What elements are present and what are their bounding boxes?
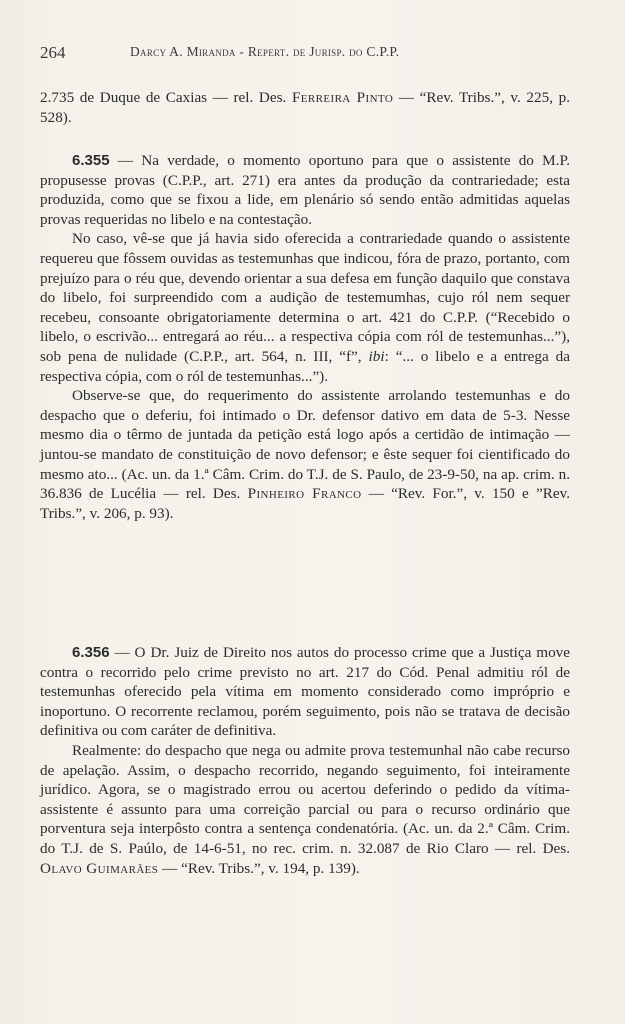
running-title: Darcy A. Miranda - Repert. de Jurisp. do C.P.P. <box>130 44 400 59</box>
entry-6356 <box>40 643 570 878</box>
judge-name: Pinheiro Franco <box>247 485 362 503</box>
entry-6356-paragraph-2: Realmente: do despacho que nega ou admite prova testemunhal não cabe recurso de apelação. Assim, o despacho recorrido, negando seguimento, foi inteiramente jurídico. Agora, se o magistrado errou ou acertou deferindo o pedido da vítima-assistente é assunto para uma correição parcial ou para o recurso ordinário que porventura seja interpôsto contra a sentença condenatória. (Ac. un. da 2.ª Câm. Crim. do T.J. de S. Paúlo, de 14-6-51, no rec. crim. n. 32.087 de Rio Claro — rel. Des. Olavo Guimarães — “Rev. Tribs.”, v. 194, p. 139). <box>40 741 570 877</box>
entry-6355-paragraph-3: Observe-se que, do requerimento do assistente arrolando testemunhas e do despacho que o deferiu, foi intimado o Dr. defensor dativo em data de 5-3. Nesse mesmo dia o têrmo de juntada da petição está logo após a certidão de intimação — juntou-se mandato de constituição de novo defensor; e êste sequer foi cientificado do mesmo ato... (Ac. un. da 1.ª Câm. Crim. do T.J. de S. Paulo, de 23-9-50, na ap. crim. n. 36.836 de Lucélia — rel. Des. Pinheiro Franco — “Rev. For.”, v. 150 e ”Rev. Tribs.”, v. 206, p. 93). <box>40 387 570 522</box>
continuation-paragraph: 2.735 de Duque de Caxias — rel. Des. Ferreira Pinto — “Rev. Tribs.”, v. 225, p. 528). <box>40 89 570 126</box>
page-number: 264 <box>40 43 66 62</box>
entry-6355-paragraph-1: 6.355 — Na verdade, o momento oportuno para que o assistente do M.P. propusesse provas (C.P.P., art. 271) era antes da produção da contrariedade; esta produzida, como que se fixou a lide, em plenário só sendo então admitidas aquelas provas requeridas no libelo e na contestação. <box>40 152 570 228</box>
judge-name: Ferreira Pinto <box>291 89 394 106</box>
entry-6355 <box>40 151 570 523</box>
entry-number: 6.356 <box>72 644 110 661</box>
entry-6356-paragraph-1: 6.356 — O Dr. Juiz de Direito nos autos do processo crime que a Justiça move contra o recorrido pelo crime previsto no art. 217 do Cód. Penal admitiu ról de testemunhas oferecido pela vítima em momento considerado como impróprio e inoportuno. O recorrente reclamou, porém seguimento, pois não se tratava de decisão definitiva ou com caráter de definitiva. <box>40 644 570 740</box>
entry-6355-paragraph-2: No caso, vê-se que já havia sido oferecida a contrariedade quando o assistente requereu que fôssem ouvidas as testemunhas que indicou, fóra de prazo, portanto, com prejuízo para o réu que, devendo orientar a sua defesa em função daquilo que constava do libelo, foi surpreendido com a audição de testemumhas, cujo ról nem sequer recebeu, consoante obrigatoriamente determina o art. 421 do C.P.P. (“Recebido o libelo, o escrivão... entregará ao réu... a respectiva cópia com ról de testemunhas...”), sob pena de nulidade (C.P.P., art. 564, n. III, “f”, ibi: “... o libelo e a entrega da respectiva cópia, com o ról de testemunhas...”). <box>40 230 570 385</box>
judge-name: Olavo Guimarães <box>40 859 159 877</box>
continuation-block <box>40 88 570 127</box>
entry-number: 6.355 <box>72 152 110 169</box>
running-head <box>40 43 585 65</box>
